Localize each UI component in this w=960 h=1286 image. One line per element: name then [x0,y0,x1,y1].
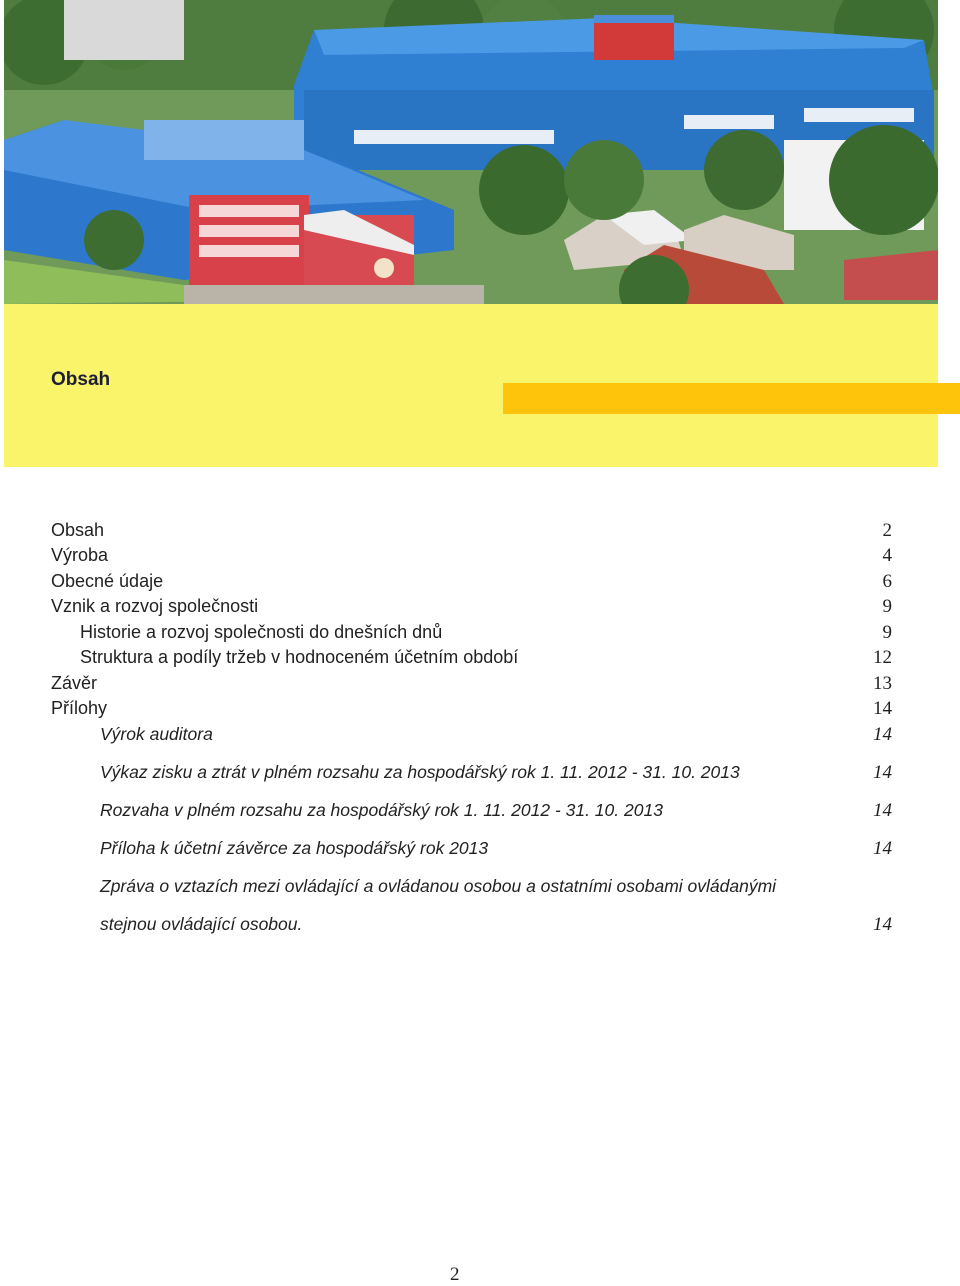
toc-entry-title: stejnou ovládající osobou. [100,914,303,934]
toc-entry-title: Výrok auditora [100,724,213,744]
toc-entry[interactable] [0,724,960,752]
toc-entry-title: Struktura a podíly tržeb v hodnoceném účetním období [80,647,519,667]
toc-entry[interactable] [0,914,960,942]
toc-entry[interactable] [0,838,960,866]
toc-entry-page: 14 [873,698,892,719]
toc-entry-page: 14 [873,838,892,859]
toc-entry-title: Přílohy [51,698,108,718]
toc-entry-title: Příloha k účetní závěrce za hospodářský rok 2013 [100,838,489,858]
toc-entry-title: Obsah [51,520,105,540]
toc-entry[interactable] [0,800,960,828]
toc-entry-title: Obecné údaje [51,571,164,591]
toc-entry-page: 14 [873,800,892,821]
toc-entry[interactable] [0,545,960,573]
toc-entry-title: Zpráva o vztazích mezi ovládající a ovládanou osobou a ostatními osobami ovládanými [100,876,777,896]
toc-entry[interactable] [0,596,960,624]
toc-entry-title: Vznik a rozvoj společnosti [51,596,259,616]
toc-entry-page: 4 [882,545,892,566]
section-title: Obsah [51,369,111,390]
toc-entry[interactable] [0,673,960,701]
toc-entry-page: 9 [882,622,892,643]
toc-entry[interactable] [0,647,960,675]
toc-entry-title: Závěr [51,673,98,693]
toc-entry-title: Historie a rozvoj společnosti do dnešních dnů [80,622,443,642]
accent-bar [503,383,960,414]
toc-entry-page: 14 [873,724,892,745]
toc-entry-page: 14 [873,914,892,935]
toc-entry[interactable] [0,876,960,904]
toc-entry-page: 13 [873,673,892,694]
factory-aerial-image [4,0,938,304]
toc-entry-page: 2 [882,520,892,541]
toc-entry-title: Rozvaha v plném rozsahu za hospodářský rok 1. 11. 2012 - 31. 10. 2013 [100,800,663,820]
toc-entry[interactable] [0,762,960,790]
toc-entry[interactable] [0,520,960,548]
page-number: 2 [450,1264,460,1285]
toc-entry[interactable] [0,622,960,650]
toc-entry-page: 14 [873,762,892,783]
toc-entry-title: Výkaz zisku a ztrát v plném rozsahu za hospodářský rok 1. 11. 2012 - 31. 10. 2013 [100,762,740,782]
toc-entry[interactable] [0,698,960,726]
toc-entry-page: 9 [882,596,892,617]
toc-entry-title: Výroba [51,545,109,565]
toc-entry-page: 12 [873,647,892,668]
toc-entry-page: 6 [882,571,892,592]
header-photo [4,0,938,304]
toc-entry[interactable] [0,571,960,599]
